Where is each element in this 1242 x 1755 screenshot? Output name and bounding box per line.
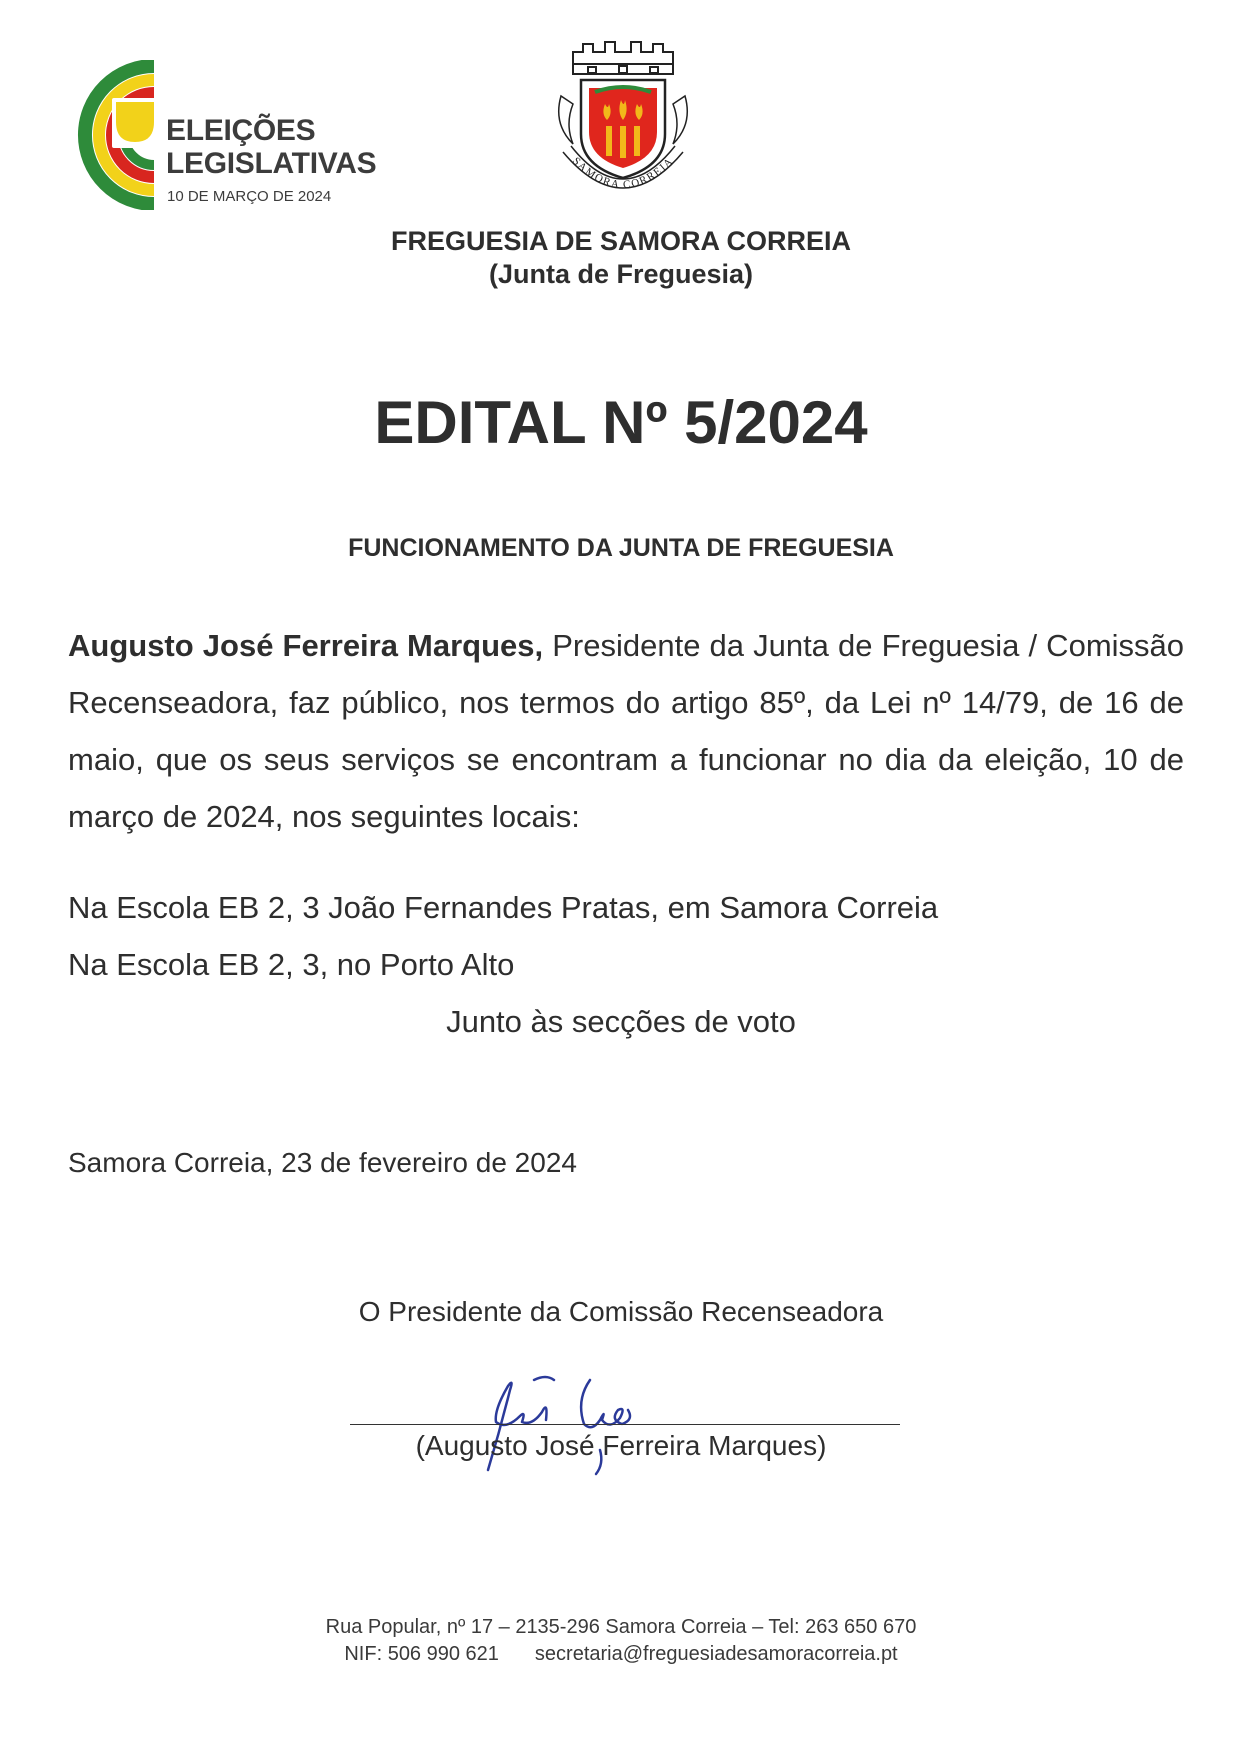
signer-title: O Presidente da Comissão Recenseadora — [358, 1296, 884, 1327]
header-org: FREGUESIA DE SAMORA CORREIA — [390, 226, 852, 256]
signature-line — [350, 1424, 900, 1425]
coat-of-arms-icon — [543, 34, 703, 209]
subject-heading: FUNCIONAMENTO DA JUNTA DE FREGUESIA — [348, 534, 894, 562]
body-paragraph — [68, 617, 1184, 845]
footer-email: secretaria@freguesiadesamoracorreia.pt — [534, 1643, 898, 1665]
body-text: Presidente da Junta de Freguesia / Comissão Recenseadora, faz público, nos termos do artigo 85º, da Lei nº 14/79, de 16 de maio, que os seus serviços se encontram a funcionar no dia da eleição, 10 de março de 2024, nos seguintes locais: — [68, 628, 1185, 834]
location-1: Na Escola EB 2, 3 João Fernandes Pratas, em Samora Correia — [68, 890, 939, 925]
coat-motto: SAMORA CORREIA — [569, 155, 677, 192]
handwritten-signature — [450, 1360, 690, 1480]
location-3: Junto às secções de voto — [446, 1004, 796, 1039]
page-title: EDITAL Nº 5/2024 — [374, 389, 868, 456]
logo-title-line2: LEGISLATIVAS — [166, 147, 377, 180]
footer-nif: NIF: 506 990 621 — [344, 1643, 499, 1665]
president-name: Augusto José Ferreira Marques, — [68, 628, 544, 663]
coat-of-arms — [543, 34, 703, 209]
signer-name: (Augusto José Ferreira Marques) — [415, 1430, 827, 1461]
header-sub: (Junta de Freguesia) — [488, 259, 754, 289]
logo-title-line1: ELEIÇÕES — [166, 114, 316, 147]
logo-date: 10 DE MARÇO DE 2024 — [167, 188, 332, 205]
footer-contact — [0, 1643, 1242, 1666]
election-emblem-icon — [62, 60, 172, 210]
election-logo — [62, 60, 377, 210]
date-line: Samora Correia, 23 de fevereiro de 2024 — [68, 1147, 577, 1178]
location-2: Na Escola EB 2, 3, no Porto Alto — [68, 947, 515, 982]
footer-address: Rua Popular, nº 17 – 2135-296 Samora Correia – Tel: 263 650 670 — [325, 1616, 917, 1638]
